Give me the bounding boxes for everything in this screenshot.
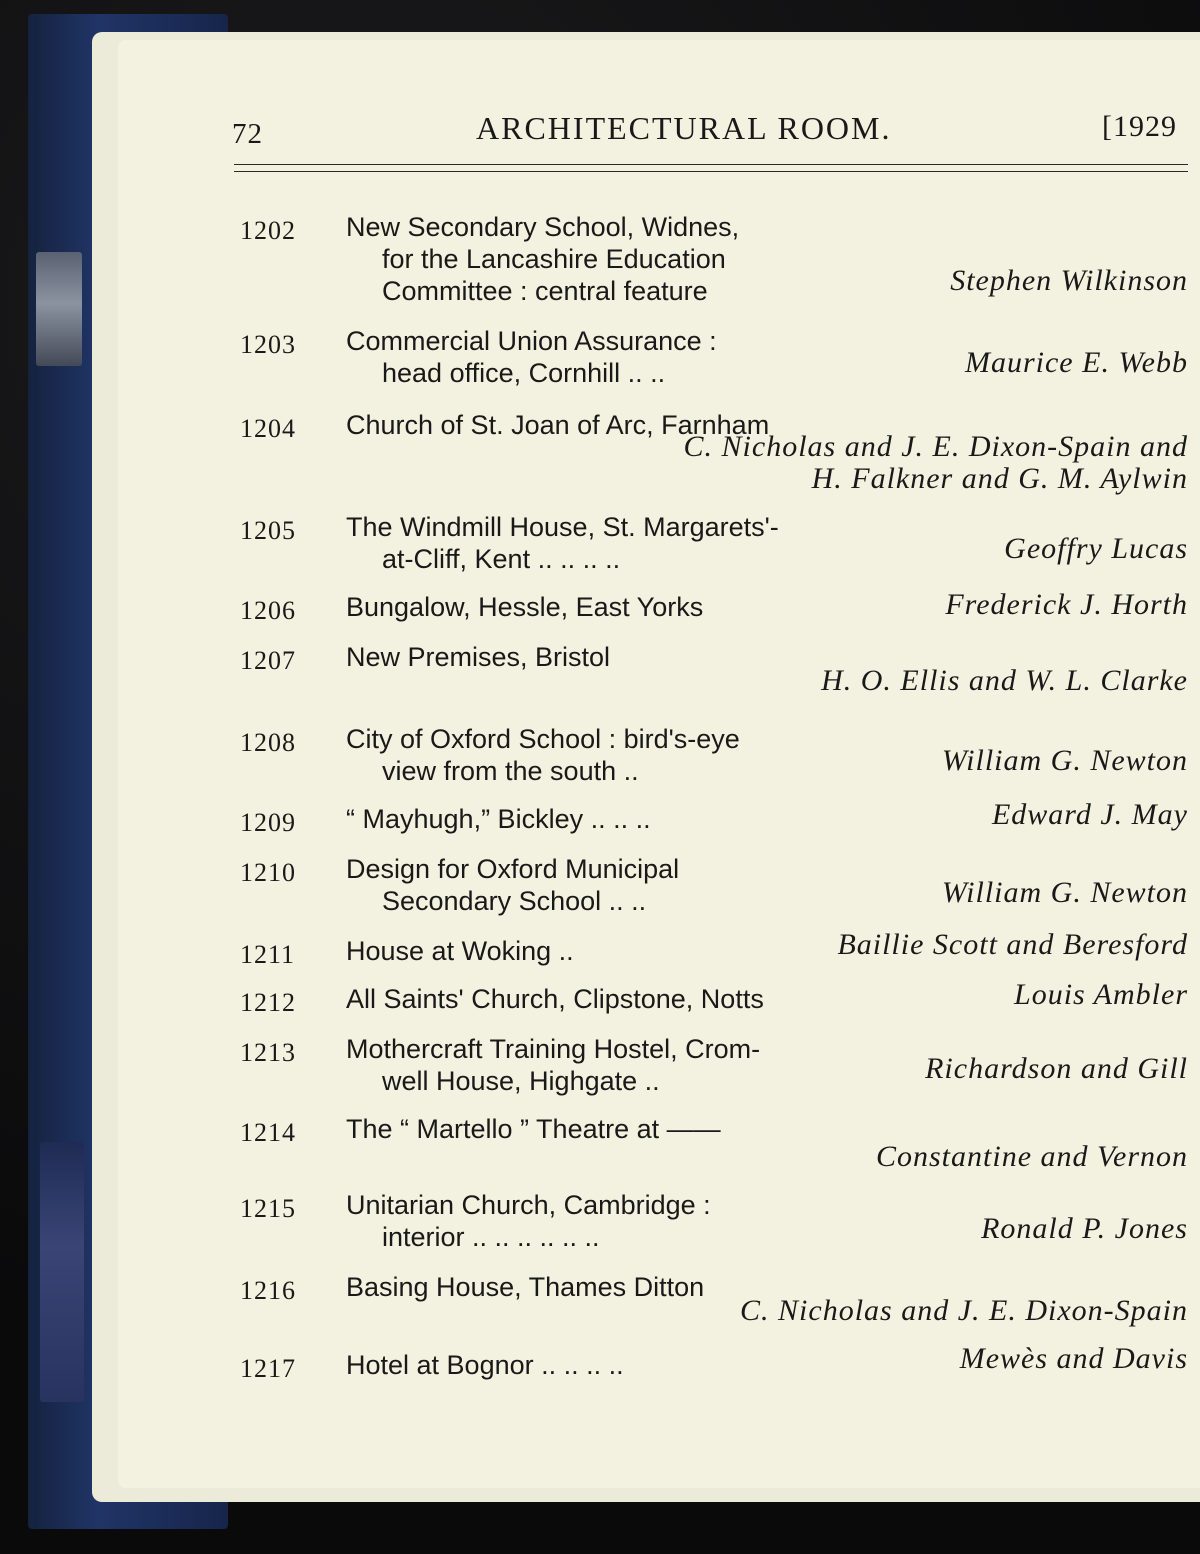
entry-architect: Ronald P. Jones bbox=[981, 1212, 1188, 1245]
entry-title-line: for the Lancashire Education bbox=[382, 244, 726, 274]
entry-title-line: Church of St. Joan of Arc, Farnham bbox=[346, 410, 770, 440]
entry-title-line: Unitarian Church, Cambridge : bbox=[346, 1190, 711, 1220]
entry-title-line: head office, Cornhill .. .. bbox=[382, 358, 666, 388]
entry-number: 1213 bbox=[240, 1038, 296, 1067]
entry-title-line: New Secondary School, Widnes, bbox=[346, 212, 740, 242]
entry-title-line: Basing House, Thames Ditton bbox=[346, 1272, 705, 1302]
entry-architect: Geoffry Lucas bbox=[1004, 532, 1188, 565]
entry-architect: Richardson and Gill bbox=[925, 1052, 1188, 1085]
entry-number: 1208 bbox=[240, 728, 296, 757]
binding-clasp-top bbox=[36, 252, 82, 366]
entry-number: 1205 bbox=[240, 516, 296, 545]
entry-number: 1202 bbox=[240, 216, 296, 245]
entry-architect: H. O. Ellis and W. L. Clarke bbox=[821, 664, 1188, 697]
entry-number: 1206 bbox=[240, 596, 296, 625]
entry-title-line: “ Mayhugh,” Bickley .. .. .. bbox=[346, 804, 651, 834]
entry-architect: William G. Newton bbox=[941, 744, 1188, 777]
entry-architect: Edward J. May bbox=[991, 798, 1188, 831]
entry-architect: Baillie Scott and Beresford bbox=[837, 928, 1188, 961]
entry-title-line: New Premises, Bristol bbox=[346, 642, 611, 672]
page-number: 72 bbox=[232, 118, 263, 150]
catalogue-page bbox=[118, 40, 1200, 1488]
entry-architect: Mewès and Davis bbox=[959, 1342, 1188, 1375]
entry-architect: Constantine and Vernon bbox=[876, 1140, 1188, 1173]
entry-architect: H. Falkner and G. M. Aylwin bbox=[811, 462, 1188, 495]
entry-number: 1216 bbox=[240, 1276, 296, 1305]
entry-title-line: Bungalow, Hessle, East Yorks bbox=[346, 592, 704, 622]
entry-architect: C. Nicholas and J. E. Dixon-Spain and bbox=[683, 430, 1188, 463]
entry-number: 1210 bbox=[240, 858, 296, 887]
entry-number: 1214 bbox=[240, 1118, 296, 1147]
entry-title-line: The Windmill House, St. Margarets'- bbox=[346, 512, 779, 542]
entry-architect: Frederick J. Horth bbox=[945, 588, 1188, 621]
entry-title-line: City of Oxford School : bird's-eye bbox=[346, 724, 740, 754]
entry-number: 1203 bbox=[240, 330, 296, 359]
catalogue-entry-list bbox=[118, 40, 1200, 1488]
entry-title-line: interior .. .. .. .. .. .. bbox=[382, 1222, 600, 1252]
entry-title-line: Committee : central feature bbox=[382, 276, 708, 306]
entry-number: 1204 bbox=[240, 414, 296, 443]
entry-title-line: The “ Martello ” Theatre at —— bbox=[346, 1114, 721, 1144]
entry-title-line: Hotel at Bognor .. .. .. .. bbox=[346, 1350, 624, 1380]
entry-title-line: All Saints' Church, Clipstone, Notts bbox=[346, 984, 764, 1014]
binding-clasp-bottom bbox=[40, 1142, 84, 1402]
entry-architect: William G. Newton bbox=[941, 876, 1188, 909]
entry-number: 1215 bbox=[240, 1194, 296, 1223]
entry-architect: Maurice E. Webb bbox=[964, 346, 1188, 379]
entry-architect: Stephen Wilkinson bbox=[950, 264, 1188, 297]
entry-title-line: Commercial Union Assurance : bbox=[346, 326, 717, 356]
year-label: [1929 bbox=[1102, 110, 1177, 143]
entry-title-line: well House, Highgate .. bbox=[382, 1066, 660, 1096]
entry-number: 1209 bbox=[240, 808, 296, 837]
entry-title-line: view from the south .. bbox=[382, 756, 639, 786]
entry-number: 1217 bbox=[240, 1354, 296, 1383]
entry-architect: C. Nicholas and J. E. Dixon-Spain bbox=[740, 1294, 1188, 1327]
entry-number: 1212 bbox=[240, 988, 296, 1017]
page-title: ARCHITECTURAL ROOM. bbox=[476, 110, 892, 146]
entry-number: 1207 bbox=[240, 646, 296, 675]
entry-number: 1211 bbox=[240, 940, 296, 969]
entry-title-line: at-Cliff, Kent .. .. .. .. bbox=[382, 544, 621, 574]
entry-title-line: Design for Oxford Municipal bbox=[346, 854, 680, 884]
entry-title-line: Secondary School .. .. bbox=[382, 886, 647, 916]
entry-title-line: House at Woking .. bbox=[346, 936, 574, 966]
entry-architect: Louis Ambler bbox=[1014, 978, 1188, 1011]
entry-title-line: Mothercraft Training Hostel, Crom- bbox=[346, 1034, 761, 1064]
